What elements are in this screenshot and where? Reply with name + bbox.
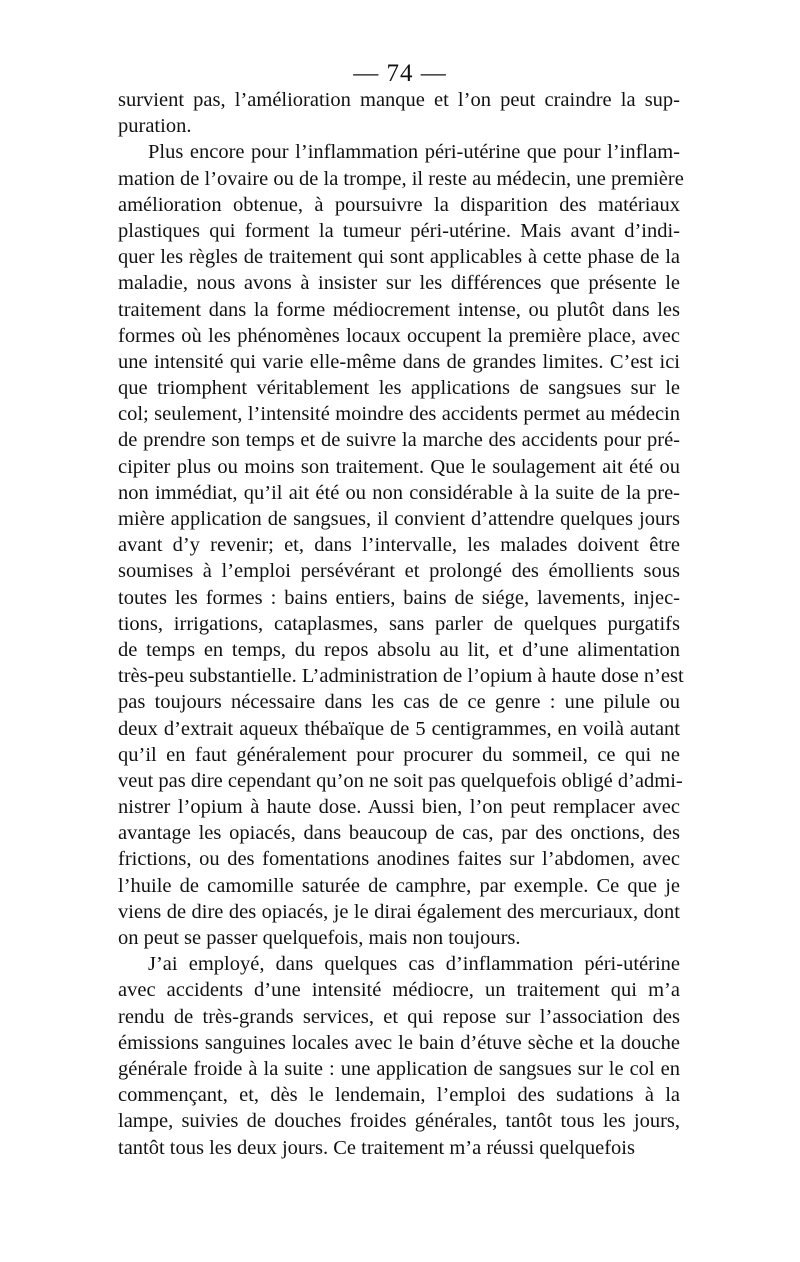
text-line: col; seulement, l’intensité moindre des accidents permet au médecin (118, 403, 680, 426)
text-line: mation de l’ovaire ou de la trompe, il reste au médecin, une première (118, 167, 684, 190)
text-line: tions, irrigations, cataplasmes, sans parler de quelques purgatifs (118, 612, 680, 635)
text-line: avant d’y revenir; et, dans l’intervalle, les malades doivent être (118, 534, 680, 557)
text-line: commençant, et, dès le lendemain, l’emploi des sudations à la (118, 1084, 680, 1107)
text-line: on peut se passer quelquefois, mais non toujours. (118, 927, 521, 949)
paragraph (118, 87, 680, 139)
text-line: traitement dans la forme médiocrement intense, ou plutôt dans les (118, 298, 680, 321)
paragraph (118, 951, 680, 1161)
body-text (118, 87, 684, 1161)
text-line: deux d’extrait aqueux thébaïque de 5 centigrammes, en voilà autant (118, 717, 680, 740)
text-line: rendu de très-grands services, et qui repose sur l’association des (118, 1005, 680, 1028)
text-line: tantôt tous les deux jours. Ce traitement m’a réussi quelquefois (118, 1136, 635, 1159)
text-line: survient pas, l’amélioration manque et l’on peut craindre la sup- (118, 89, 680, 111)
text-line: toutes les formes : bains entiers, bains de siége, lavements, injec- (118, 586, 680, 609)
text-line: très-peu substantielle. L’administration de l’opium à haute dose n’est (118, 665, 684, 688)
text-line: Plus encore pour l’inflammation péri-utérine que pour l’inflam- (148, 141, 680, 164)
text-line: avec accidents d’une intensité médiocre, un traitement qui m’a (118, 979, 680, 1002)
text-line: que triomphent véritablement les applications de sangsues sur le (118, 377, 680, 400)
text-line: non immédiat, qu’il ait été ou non considérable à la suite de la pre- (118, 481, 680, 504)
text-line: veut pas dire cependant qu’on ne soit pas quelquefois obligé d’admi- (118, 769, 683, 792)
text-line: cipiter plus ou moins son traitement. Que le soulagement ait été ou (118, 455, 680, 478)
text-line: une intensité qui varie elle-même dans de grandes limites. C’est ici (118, 350, 680, 373)
text-line: l’huile de camomille saturée de camphre, par exemple. Ce que je (118, 874, 680, 897)
text-line: puration. (118, 115, 192, 138)
text-line: qu’il en faut généralement pour procurer du sommeil, ce qui ne (118, 743, 680, 766)
text-line: mière application de sangsues, il convient d’attendre quelques jours (118, 508, 680, 530)
text-line: générale froide à la suite : une application de sangsues sur le col en (118, 1057, 680, 1080)
text-line: nistrer l’opium à haute dose. Aussi bien, l’on peut remplacer avec (118, 796, 680, 819)
text-line: lampe, suivies de douches froides générales, tantôt tous les jours, (118, 1110, 680, 1133)
text-line: quer les règles de traitement qui sont applicables à cette phase de la (118, 246, 680, 269)
text-line: J’ai employé, dans quelques cas d’inflammation péri-utérine (148, 953, 680, 976)
text-line: pas toujours nécessaire dans les cas de ce genre : une pilule ou (118, 691, 680, 714)
text-line: plastiques qui forment la tumeur péri-utérine. Mais avant d’indi- (118, 219, 680, 242)
text-line: frictions, ou des fomentations anodines faites sur l’abdomen, avec (118, 848, 680, 871)
text-line: maladie, nous avons à insister sur les différences que présente le (118, 272, 680, 295)
text-line: viens de dire des opiacés, je le dirai également des mercuriaux, dont (118, 900, 680, 923)
page-number: — 74 — (353, 60, 447, 87)
text-line: soumises à l’emploi persévérant et prolongé des émollients sous (118, 560, 680, 583)
text-line: émissions sanguines locales avec le bain d’étuve sèche et la douche (118, 1031, 680, 1054)
text-line: amélioration obtenue, à poursuivre la disparition des matériaux (118, 193, 680, 216)
text-line: formes où les phénomènes locaux occupent la première place, avec (118, 324, 680, 347)
text-line: avantage les opiacés, dans beaucoup de cas, par des onctions, des (118, 822, 680, 845)
paragraph (118, 139, 684, 951)
text-line: de prendre son temps et de suivre la marche des accidents pour pré- (118, 429, 680, 452)
text-line: de temps en temps, du repos absolu au lit, et d’une alimentation (118, 638, 680, 661)
